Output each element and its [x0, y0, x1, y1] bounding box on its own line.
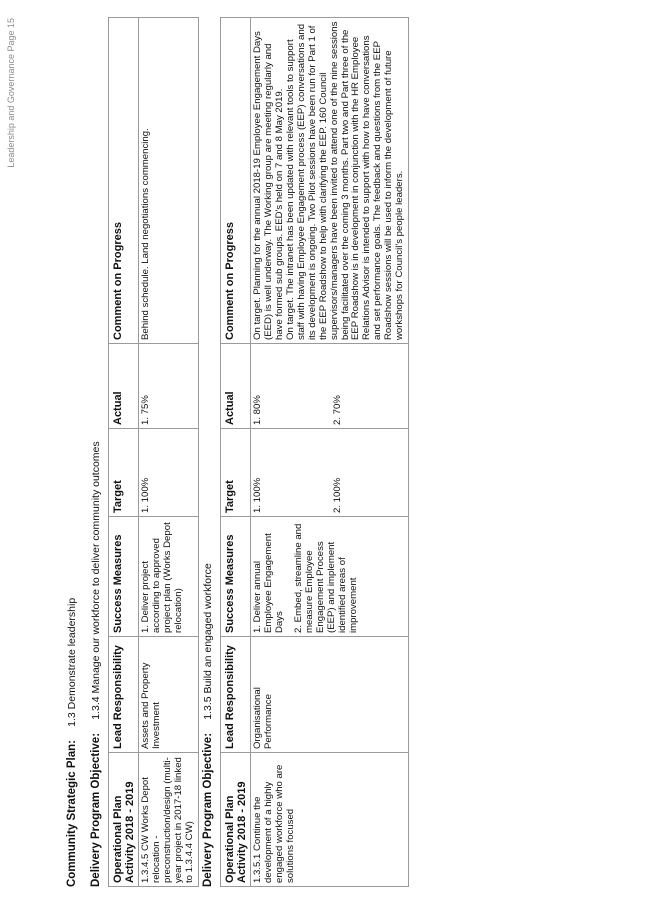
community-strategic-plan-line: [66, 598, 78, 887]
measure-2: 2. Embed, streamline and measure Employee Engagement Process (EEP) and implement identified areas of improvement: [292, 523, 359, 633]
activity-cell: 1.3.4.5 CW Works Depot relocation - preconstruction/design (multi-year project in 2017-18 linked to 1.3.4.4 CW): [139, 753, 199, 887]
objective-value-1: 1.3.4 Manage our workforce to deliver community outcomes: [90, 441, 102, 720]
objective-label-2: Delivery Program Objective:: [202, 732, 214, 887]
actual-1: 1. 80%: [252, 395, 264, 425]
table-row: [139, 18, 199, 887]
header-actual: Actual: [221, 344, 251, 429]
measure-cell: 1. Deliver project according to approved project plan (Works Depot relocation): [139, 517, 199, 637]
comment-cell: [251, 18, 409, 344]
actual-cell: 1. 75%: [139, 344, 199, 429]
header-measures: Success Measures: [109, 517, 139, 637]
delivery-objective-line-2: [202, 563, 214, 887]
header-activity: Operational Plan Activity 2018 - 2019: [221, 753, 251, 887]
header-target: Target: [221, 429, 251, 517]
target-cell: [251, 429, 409, 517]
csp-value: 1.3 Demonstrate leadership: [66, 597, 78, 727]
delivery-objective-line-1: [90, 441, 102, 887]
table-header-row: [109, 18, 139, 887]
actual-cell: [251, 344, 409, 429]
activity-cell: 1.3.5.1 Continue the development of a highly engaged workforce who are solutions focused: [251, 753, 409, 887]
header-target: Target: [109, 429, 139, 517]
table-row: [251, 18, 409, 887]
header-comment: Comment on Progress: [109, 18, 139, 344]
target-2: 2. 100%: [332, 477, 344, 513]
lead-cell: Organisational Performance: [251, 637, 409, 753]
header-activity: Operational Plan Activity 2018 - 2019: [109, 753, 139, 887]
table-header-row: [221, 18, 251, 887]
csp-label: Community Strategic Plan:: [66, 740, 78, 887]
target-1: 1. 100%: [252, 477, 264, 513]
measures-cell: [251, 517, 409, 637]
comment-1: On target. Planning for the annual 2018-19 Employee Engagement Days (EED) is well underway. The Working group are meeting regularly and have formed sub groups. EED's held on 7 and 8 May 2019.: [252, 31, 286, 340]
header-actual: Actual: [109, 344, 139, 429]
objective-label-1: Delivery Program Objective:: [90, 732, 102, 887]
target-cell: 1. 100%: [139, 429, 199, 517]
header-measures: Success Measures: [221, 517, 251, 637]
header-lead: Lead Responsibility: [221, 637, 251, 753]
objective-table-1: [108, 17, 199, 887]
measure-1: 1. Deliver annual Employee Engagement Days: [252, 533, 286, 633]
objective-table-2: [220, 17, 409, 887]
actual-2: 2. 70%: [332, 395, 344, 425]
lead-cell: Assets and Property Investment: [139, 637, 199, 753]
comment-2: On target. The intranet has been updated with relevant tools to support staff with having Employee Engagement process (EEP) conversations and its development is ongoing. Two Pilot sessions have been run for Part 1 of the EEP Roadshow to help with clarifying the EEP. 160 Council supervisors/managers have been invited to attend one of the nine sessions being facilitated over the coming 3 months. Part two and Part three of the EEP Roadshow is in development in conjunction with the HR Employee Relations Advisor is intended to support with how to have conversations and set performance goals. The feedback and questions from the EEP Roadshow sessions will be used to inform the development of future workshops for Council's people leaders.: [284, 21, 406, 340]
header-lead: Lead Responsibility: [109, 637, 139, 753]
comment-cell: Behind schedule. Land negotiations commencing.: [139, 18, 199, 344]
objective-value-2: 1.3.5 Build an engaged workforce: [202, 563, 214, 720]
page-footer: Leadership and Governance Page 15: [6, 18, 16, 168]
header-comment: Comment on Progress: [221, 18, 251, 344]
